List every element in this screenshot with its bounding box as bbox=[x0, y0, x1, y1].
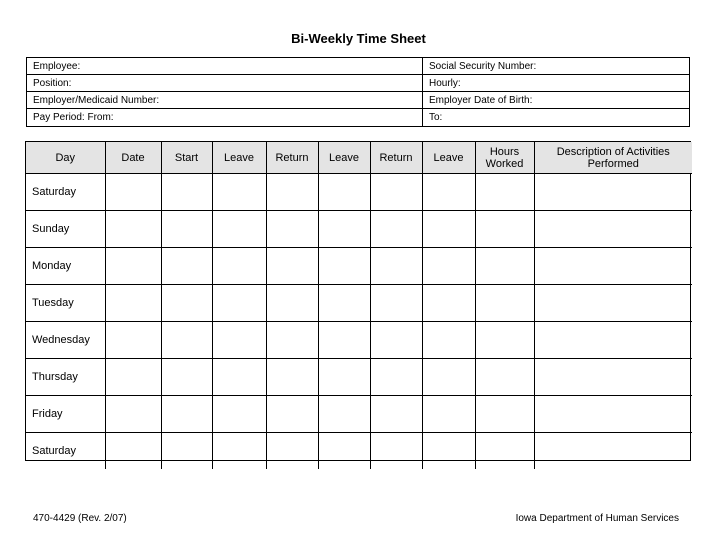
entry-cell[interactable] bbox=[318, 433, 370, 470]
entry-cell[interactable] bbox=[534, 359, 692, 396]
entry-cell[interactable] bbox=[475, 396, 534, 433]
entry-cell[interactable] bbox=[534, 433, 692, 470]
day-cell: Friday bbox=[26, 396, 105, 433]
entry-cell[interactable] bbox=[370, 211, 422, 248]
entry-cell[interactable] bbox=[161, 211, 212, 248]
entry-cell[interactable] bbox=[266, 396, 318, 433]
page-title: Bi-Weekly Time Sheet bbox=[291, 31, 426, 46]
table-header-row bbox=[26, 142, 692, 174]
table-row bbox=[26, 322, 692, 359]
entry-cell[interactable] bbox=[105, 285, 161, 322]
entry-cell[interactable] bbox=[266, 359, 318, 396]
table-row bbox=[26, 396, 692, 433]
entry-cell[interactable] bbox=[422, 285, 475, 322]
day-cell: Saturday bbox=[26, 433, 105, 470]
entry-cell[interactable] bbox=[534, 285, 692, 322]
entry-cell[interactable] bbox=[534, 248, 692, 285]
entry-cell[interactable] bbox=[475, 359, 534, 396]
entry-cell[interactable] bbox=[475, 211, 534, 248]
column-header: Start bbox=[161, 142, 212, 174]
entry-cell[interactable] bbox=[105, 322, 161, 359]
day-cell: Saturday bbox=[26, 174, 105, 211]
form-number: 470-4429 (Rev. 2/07) bbox=[33, 513, 127, 524]
entry-cell[interactable] bbox=[475, 248, 534, 285]
entry-cell[interactable] bbox=[161, 322, 212, 359]
entry-cell[interactable] bbox=[422, 433, 475, 470]
entry-cell[interactable] bbox=[212, 174, 266, 211]
day-cell: Monday bbox=[26, 248, 105, 285]
entry-cell[interactable] bbox=[370, 248, 422, 285]
entry-cell[interactable] bbox=[370, 359, 422, 396]
pay-period-from-field[interactable]: Pay Period: From: bbox=[27, 109, 423, 127]
table-row bbox=[26, 174, 692, 211]
entry-cell[interactable] bbox=[161, 174, 212, 211]
entry-cell[interactable] bbox=[318, 322, 370, 359]
column-header: Return bbox=[370, 142, 422, 174]
column-header: Date bbox=[105, 142, 161, 174]
entry-cell[interactable] bbox=[422, 174, 475, 211]
entry-cell[interactable] bbox=[534, 211, 692, 248]
position-field[interactable]: Position: bbox=[27, 75, 423, 91]
day-cell: Sunday bbox=[26, 211, 105, 248]
entry-cell[interactable] bbox=[161, 248, 212, 285]
entry-cell[interactable] bbox=[266, 322, 318, 359]
employee-info-box bbox=[26, 57, 690, 127]
info-row-position bbox=[27, 75, 689, 92]
entry-cell[interactable] bbox=[266, 211, 318, 248]
entry-cell[interactable] bbox=[318, 211, 370, 248]
entry-cell[interactable] bbox=[475, 433, 534, 470]
entry-cell[interactable] bbox=[475, 174, 534, 211]
table-row bbox=[26, 211, 692, 248]
day-cell: Tuesday bbox=[26, 285, 105, 322]
entry-cell[interactable] bbox=[212, 396, 266, 433]
entry-cell[interactable] bbox=[161, 433, 212, 470]
employer-dob-field[interactable]: Employer Date of Birth: bbox=[429, 95, 533, 106]
entry-cell[interactable] bbox=[266, 248, 318, 285]
entry-cell[interactable] bbox=[318, 359, 370, 396]
entry-cell[interactable] bbox=[212, 211, 266, 248]
entry-cell[interactable] bbox=[475, 322, 534, 359]
entry-cell[interactable] bbox=[318, 248, 370, 285]
entry-cell[interactable] bbox=[422, 248, 475, 285]
pay-period-to-field[interactable]: To: bbox=[429, 112, 443, 123]
agency-name: Iowa Department of Human Services bbox=[515, 513, 679, 524]
info-row-employer bbox=[27, 92, 689, 109]
day-cell: Thursday bbox=[26, 359, 105, 396]
entry-cell[interactable] bbox=[370, 322, 422, 359]
table-row bbox=[26, 433, 692, 470]
entry-cell[interactable] bbox=[105, 248, 161, 285]
entry-cell[interactable] bbox=[534, 396, 692, 433]
column-header: Hours Worked bbox=[475, 142, 534, 174]
table-row bbox=[26, 285, 692, 322]
employee-field[interactable]: Employee: bbox=[27, 58, 423, 74]
entry-cell[interactable] bbox=[370, 396, 422, 433]
column-header: Leave bbox=[212, 142, 266, 174]
info-row-pay-period bbox=[27, 109, 689, 127]
column-header: Description of Activities Performed bbox=[534, 142, 692, 174]
entry-cell[interactable] bbox=[422, 359, 475, 396]
entry-cell[interactable] bbox=[212, 322, 266, 359]
entry-cell[interactable] bbox=[266, 174, 318, 211]
info-row-employee bbox=[27, 58, 689, 75]
day-cell: Wednesday bbox=[26, 322, 105, 359]
entry-cell[interactable] bbox=[422, 211, 475, 248]
entry-cell[interactable] bbox=[422, 322, 475, 359]
entry-cell[interactable] bbox=[105, 174, 161, 211]
table-row bbox=[26, 359, 692, 396]
column-header: Leave bbox=[422, 142, 475, 174]
entry-cell[interactable] bbox=[105, 359, 161, 396]
employer-medicaid-field[interactable]: Employer/Medicaid Number: bbox=[27, 92, 423, 108]
entry-cell[interactable] bbox=[212, 248, 266, 285]
hourly-field[interactable]: Hourly: bbox=[429, 78, 461, 89]
timesheet-table bbox=[25, 141, 691, 461]
column-header: Day bbox=[26, 142, 105, 174]
entry-cell[interactable] bbox=[212, 359, 266, 396]
entry-cell[interactable] bbox=[534, 322, 692, 359]
entry-cell[interactable] bbox=[161, 359, 212, 396]
entry-cell[interactable] bbox=[105, 433, 161, 470]
entry-cell[interactable] bbox=[370, 174, 422, 211]
entry-cell[interactable] bbox=[370, 433, 422, 470]
column-header: Return bbox=[266, 142, 318, 174]
column-header: Leave bbox=[318, 142, 370, 174]
entry-cell[interactable] bbox=[318, 396, 370, 433]
entry-cell[interactable] bbox=[318, 174, 370, 211]
entry-cell[interactable] bbox=[212, 285, 266, 322]
entry-cell[interactable] bbox=[161, 285, 212, 322]
entry-cell[interactable] bbox=[534, 174, 692, 211]
entry-cell[interactable] bbox=[105, 396, 161, 433]
entry-cell[interactable] bbox=[266, 433, 318, 470]
entry-cell[interactable] bbox=[105, 211, 161, 248]
entry-cell[interactable] bbox=[266, 285, 318, 322]
entry-cell[interactable] bbox=[318, 285, 370, 322]
table-row bbox=[26, 248, 692, 285]
entry-cell[interactable] bbox=[422, 396, 475, 433]
ssn-field[interactable]: Social Security Number: bbox=[429, 61, 537, 72]
entry-cell[interactable] bbox=[370, 285, 422, 322]
entry-cell[interactable] bbox=[475, 285, 534, 322]
entry-cell[interactable] bbox=[212, 433, 266, 470]
entry-cell[interactable] bbox=[161, 396, 212, 433]
